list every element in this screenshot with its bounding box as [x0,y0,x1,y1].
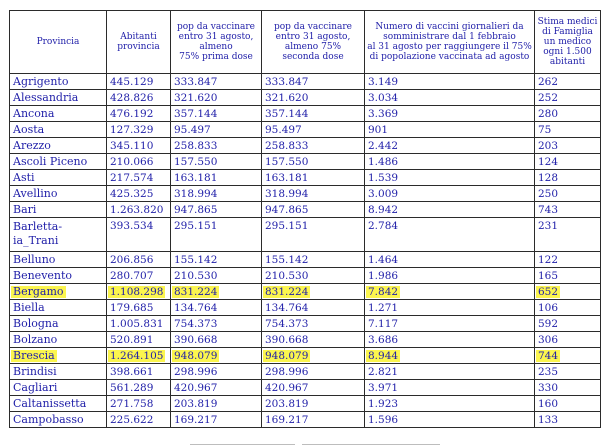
cell-second-dose-text: 295.151 [265,220,309,232]
cell-abitanti [107,218,171,252]
cell-first-dose [171,380,262,396]
cell-second-dose-text: 169.217 [265,413,309,426]
cell-second-dose-text: 318.994 [265,187,309,200]
table-row [10,348,601,364]
cell-first-dose [171,218,262,252]
cell-first-dose [171,138,262,154]
cell-daily-vaccines-text: 1.923 [368,397,399,410]
cell-second-dose-text: 157.550 [265,155,309,168]
table-row [10,396,601,412]
cell-second-dose-text: 333.847 [265,75,309,88]
cell-daily-vaccines [365,412,535,428]
cell-medici-text: 592 [538,317,559,330]
cell-provincia [10,202,107,218]
cell-medici [535,154,601,170]
cell-provincia-text: Bergamo [13,284,64,298]
cell-daily-vaccines [365,90,535,106]
cell-medici-text: 75 [538,123,552,136]
cell-first-dose [171,412,262,428]
cell-medici [535,90,601,106]
cell-second-dose-text: 754.373 [265,317,309,330]
cell-provincia [10,284,107,300]
cell-medici [535,252,601,268]
cell-first-dose [171,202,262,218]
cell-first-dose-text: 203.819 [174,397,218,410]
cell-abitanti [107,316,171,332]
cell-second-dose [262,170,365,186]
cell-abitanti-text: 1.108.298 [110,285,164,298]
cell-provincia [10,396,107,412]
cell-daily-vaccines-text: 3.686 [368,333,399,346]
cell-abitanti-text: 520.891 [110,333,154,346]
cell-daily-vaccines-text: 3.971 [368,381,399,394]
table-row [10,74,601,90]
header-first-dose: pop da vaccinare entro 31 agosto, almeno 75% prima dose [171,11,262,74]
cell-daily-vaccines-text: 1.486 [368,155,399,168]
cell-first-dose [171,106,262,122]
cell-first-dose [171,170,262,186]
cell-provincia-text: Benevento [13,268,73,282]
cell-medici [535,122,601,138]
cell-medici [535,396,601,412]
cell-second-dose [262,122,365,138]
cell-provincia [10,300,107,316]
cell-second-dose [262,218,365,252]
cell-abitanti-text: 206.856 [110,253,154,266]
cell-first-dose-text: 948.079 [174,349,218,362]
cell-abitanti-text: 127.329 [110,123,154,136]
cell-medici-text: 744 [538,349,559,362]
cell-second-dose [262,186,365,202]
cell-first-dose [171,396,262,412]
cell-abitanti-text: 393.534 [110,220,154,232]
cell-abitanti [107,380,171,396]
cell-provincia-text: Biella [13,300,45,314]
cell-abitanti-text: 1.264.105 [110,349,164,362]
cell-provincia [10,412,107,428]
table-row [10,170,601,186]
page-footer-rule [190,442,440,448]
cell-medici-text: 203 [538,139,559,152]
cell-daily-vaccines-text: 1.986 [368,269,399,282]
cell-medici-text: 106 [538,301,559,314]
cell-provincia-text: Ascoli Piceno [13,154,88,168]
cell-provincia [10,316,107,332]
cell-abitanti [107,300,171,316]
cell-second-dose-text: 947.865 [265,203,309,216]
cell-second-dose-text: 321.620 [265,91,309,104]
cell-daily-vaccines [365,252,535,268]
cell-abitanti-text: 425.325 [110,187,154,200]
table-row [10,202,601,218]
cell-abitanti [107,252,171,268]
cell-provincia [10,154,107,170]
cell-daily-vaccines-text: 7.117 [368,317,399,330]
cell-abitanti [107,202,171,218]
cell-abitanti [107,348,171,364]
cell-first-dose [171,252,262,268]
cell-first-dose-text: 321.620 [174,91,218,104]
cell-abitanti [107,412,171,428]
cell-second-dose-text: 163.181 [265,171,309,184]
cell-daily-vaccines-text: 3.009 [368,187,399,200]
cell-second-dose [262,332,365,348]
cell-abitanti-text: 210.066 [110,155,154,168]
cell-second-dose-text: 210.530 [265,269,309,282]
cell-second-dose-text: 203.819 [265,397,309,410]
cell-medici [535,412,601,428]
cell-daily-vaccines-text: 901 [368,123,389,136]
cell-first-dose [171,332,262,348]
cell-medici [535,218,601,252]
cell-daily-vaccines [365,218,535,252]
table-row [10,154,601,170]
cell-first-dose [171,268,262,284]
cell-provincia [10,138,107,154]
cell-provincia-text: Asti [13,170,35,184]
cell-second-dose [262,396,365,412]
cell-medici-text: 133 [538,413,559,426]
cell-second-dose [262,154,365,170]
cell-provincia-text: Alessandria [13,90,79,104]
cell-provincia [10,106,107,122]
cell-abitanti-text: 1.263.820 [110,203,164,216]
cell-provincia [10,170,107,186]
cell-second-dose [262,90,365,106]
cell-medici [535,186,601,202]
cell-first-dose-text: 169.217 [174,413,218,426]
cell-daily-vaccines [365,170,535,186]
cell-abitanti [107,268,171,284]
cell-medici-text: 122 [538,253,559,266]
cell-provincia-text: Brindisi [13,364,57,378]
province-vaccination-table [9,10,601,428]
cell-abitanti-text: 398.661 [110,365,154,378]
cell-second-dose [262,348,365,364]
cell-daily-vaccines [365,202,535,218]
cell-second-dose-text: 390.668 [265,333,309,346]
cell-abitanti [107,332,171,348]
header-provincia: Provincia [10,11,107,74]
cell-first-dose [171,74,262,90]
cell-provincia-text: Bari [13,202,37,216]
table-row [10,268,601,284]
cell-provincia [10,348,107,364]
cell-daily-vaccines-text: 1.464 [368,253,399,266]
cell-medici [535,364,601,380]
cell-second-dose [262,268,365,284]
cell-abitanti-text: 445.129 [110,75,154,88]
cell-first-dose [171,122,262,138]
cell-second-dose [262,316,365,332]
cell-daily-vaccines [365,284,535,300]
cell-first-dose-text: 95.497 [174,123,211,136]
table-row [10,90,601,106]
cell-second-dose-text: 95.497 [265,123,302,136]
cell-daily-vaccines [365,74,535,90]
cell-medici-text: 330 [538,381,559,394]
cell-medici-text: 306 [538,333,559,346]
cell-abitanti-text: 280.707 [110,269,154,282]
cell-first-dose [171,284,262,300]
cell-daily-vaccines-text: 8.944 [368,349,399,362]
cell-first-dose-text: 258.833 [174,139,218,152]
table-row [10,218,601,252]
cell-daily-vaccines [365,122,535,138]
cell-provincia [10,332,107,348]
cell-provincia-text: Brescia [13,348,55,362]
cell-medici [535,202,601,218]
cell-abitanti-text: 217.574 [110,171,154,184]
cell-medici-text: 262 [538,75,559,88]
cell-medici-text: 280 [538,107,559,120]
cell-abitanti [107,154,171,170]
cell-medici-text: 235 [538,365,559,378]
table-row [10,380,601,396]
cell-abitanti [107,122,171,138]
cell-first-dose [171,154,262,170]
cell-provincia [10,122,107,138]
cell-medici [535,300,601,316]
cell-abitanti-text: 345.110 [110,139,154,152]
cell-abitanti [107,106,171,122]
cell-first-dose-text: 947.865 [174,203,218,216]
cell-daily-vaccines [365,154,535,170]
cell-daily-vaccines-text: 7.842 [368,285,399,298]
cell-daily-vaccines [365,106,535,122]
table-row [10,316,601,332]
cell-daily-vaccines-text: 3.369 [368,107,399,120]
cell-first-dose-text: 295.151 [174,220,218,232]
table-row [10,122,601,138]
cell-first-dose-text: 357.144 [174,107,218,120]
cell-medici-text: 652 [538,285,559,298]
cell-medici [535,138,601,154]
cell-provincia [10,74,107,90]
cell-second-dose [262,364,365,380]
cell-second-dose [262,412,365,428]
cell-medici [535,316,601,332]
cell-abitanti-text: 225.622 [110,413,154,426]
cell-abitanti-text: 561.289 [110,381,154,394]
cell-provincia [10,364,107,380]
cell-medici [535,268,601,284]
cell-daily-vaccines-text: 2.821 [368,365,399,378]
cell-provincia-text: Barletta- ia_Trani [13,220,63,247]
cell-provincia-text: Ancona [13,106,55,120]
cell-abitanti [107,170,171,186]
table-body [10,74,601,428]
cell-abitanti [107,74,171,90]
cell-provincia-text: Campobasso [13,412,84,426]
cell-daily-vaccines-text: 2.784 [368,220,399,232]
table-row [10,186,601,202]
cell-daily-vaccines-text: 3.149 [368,75,399,88]
cell-abitanti [107,364,171,380]
cell-provincia-text: Bologna [13,316,59,330]
cell-medici [535,332,601,348]
cell-medici [535,74,601,90]
table-header-row [10,11,601,74]
cell-second-dose-text: 357.144 [265,107,309,120]
cell-first-dose-text: 210.530 [174,269,218,282]
cell-medici-text: 160 [538,397,559,410]
table-row [10,138,601,154]
cell-daily-vaccines-text: 1.271 [368,301,399,314]
cell-medici-text: 252 [538,91,559,104]
cell-second-dose-text: 948.079 [265,349,309,362]
table-row [10,332,601,348]
cell-medici [535,380,601,396]
cell-second-dose [262,300,365,316]
cell-first-dose-text: 754.373 [174,317,218,330]
cell-abitanti [107,396,171,412]
cell-medici [535,284,601,300]
cell-first-dose-text: 155.142 [174,253,218,266]
cell-daily-vaccines [365,300,535,316]
cell-provincia [10,186,107,202]
cell-first-dose-text: 298.996 [174,365,218,378]
cell-first-dose-text: 420.967 [174,381,218,394]
header-daily-vaccines: Numero di vaccini giornalieri da somministrare dal 1 febbraio al 31 agosto per raggiungere il 75% di popolazione vaccinata ad agosto [365,11,535,74]
cell-provincia-text: Aosta [13,122,45,136]
cell-daily-vaccines [365,332,535,348]
cell-daily-vaccines-text: 8.942 [368,203,399,216]
cell-second-dose [262,380,365,396]
cell-abitanti-text: 271.758 [110,397,154,410]
vaccination-table-sheet [9,10,600,428]
cell-daily-vaccines [365,380,535,396]
cell-medici [535,170,601,186]
cell-abitanti-text: 428.826 [110,91,154,104]
cell-abitanti [107,138,171,154]
cell-first-dose-text: 157.550 [174,155,218,168]
cell-second-dose-text: 155.142 [265,253,309,266]
cell-first-dose-text: 134.764 [174,301,218,314]
cell-provincia [10,90,107,106]
cell-daily-vaccines [365,138,535,154]
table-row [10,412,601,428]
cell-provincia [10,268,107,284]
header-medici: Stima medici di Famiglia un medico ogni 1.500 abitanti [535,11,601,74]
cell-medici-text: 231 [538,220,559,232]
cell-daily-vaccines [365,348,535,364]
cell-provincia [10,218,107,252]
table-row [10,284,601,300]
cell-second-dose-text: 258.833 [265,139,309,152]
cell-first-dose-text: 333.847 [174,75,218,88]
cell-daily-vaccines [365,186,535,202]
table-row [10,364,601,380]
cell-medici-text: 128 [538,171,559,184]
cell-medici [535,348,601,364]
cell-second-dose [262,252,365,268]
cell-provincia-text: Arezzo [13,138,51,152]
cell-first-dose-text: 831.224 [174,285,218,298]
header-abitanti: Abitanti provincia [107,11,171,74]
cell-daily-vaccines [365,316,535,332]
cell-second-dose [262,106,365,122]
cell-first-dose [171,348,262,364]
cell-abitanti [107,186,171,202]
cell-second-dose [262,202,365,218]
cell-medici-text: 124 [538,155,559,168]
cell-abitanti [107,90,171,106]
cell-second-dose-text: 831.224 [265,285,309,298]
cell-first-dose-text: 163.181 [174,171,218,184]
cell-second-dose-text: 298.996 [265,365,309,378]
cell-provincia-text: Cagliari [13,380,58,394]
cell-provincia-text: Avellino [13,186,58,200]
cell-daily-vaccines [365,268,535,284]
cell-second-dose [262,284,365,300]
cell-first-dose-text: 318.994 [174,187,218,200]
cell-medici-text: 250 [538,187,559,200]
cell-abitanti-text: 179.685 [110,301,154,314]
cell-first-dose [171,300,262,316]
table-row [10,252,601,268]
cell-medici-text: 165 [538,269,559,282]
cell-daily-vaccines-text: 1.539 [368,171,399,184]
cell-second-dose-text: 420.967 [265,381,309,394]
cell-provincia-text: Agrigento [13,74,69,88]
cell-daily-vaccines [365,396,535,412]
cell-abitanti-text: 476.192 [110,107,154,120]
cell-daily-vaccines-text: 2.442 [368,139,399,152]
cell-daily-vaccines-text: 1.596 [368,413,399,426]
cell-medici [535,106,601,122]
cell-first-dose [171,90,262,106]
cell-first-dose [171,364,262,380]
cell-second-dose [262,74,365,90]
cell-second-dose [262,138,365,154]
header-second-dose: pop da vaccinare entro 31 agosto, almeno 75% seconda dose [262,11,365,74]
cell-first-dose [171,316,262,332]
cell-provincia-text: Caltanissetta [13,396,87,410]
table-row [10,106,601,122]
cell-first-dose-text: 390.668 [174,333,218,346]
cell-first-dose [171,186,262,202]
cell-daily-vaccines-text: 3.034 [368,91,399,104]
table-row [10,300,601,316]
cell-abitanti-text: 1.005.831 [110,317,164,330]
cell-provincia-text: Bolzano [13,332,58,346]
cell-provincia [10,252,107,268]
cell-provincia [10,380,107,396]
cell-provincia-text: Belluno [13,252,56,266]
cell-medici-text: 743 [538,203,559,216]
cell-second-dose-text: 134.764 [265,301,309,314]
cell-daily-vaccines [365,364,535,380]
cell-abitanti [107,284,171,300]
